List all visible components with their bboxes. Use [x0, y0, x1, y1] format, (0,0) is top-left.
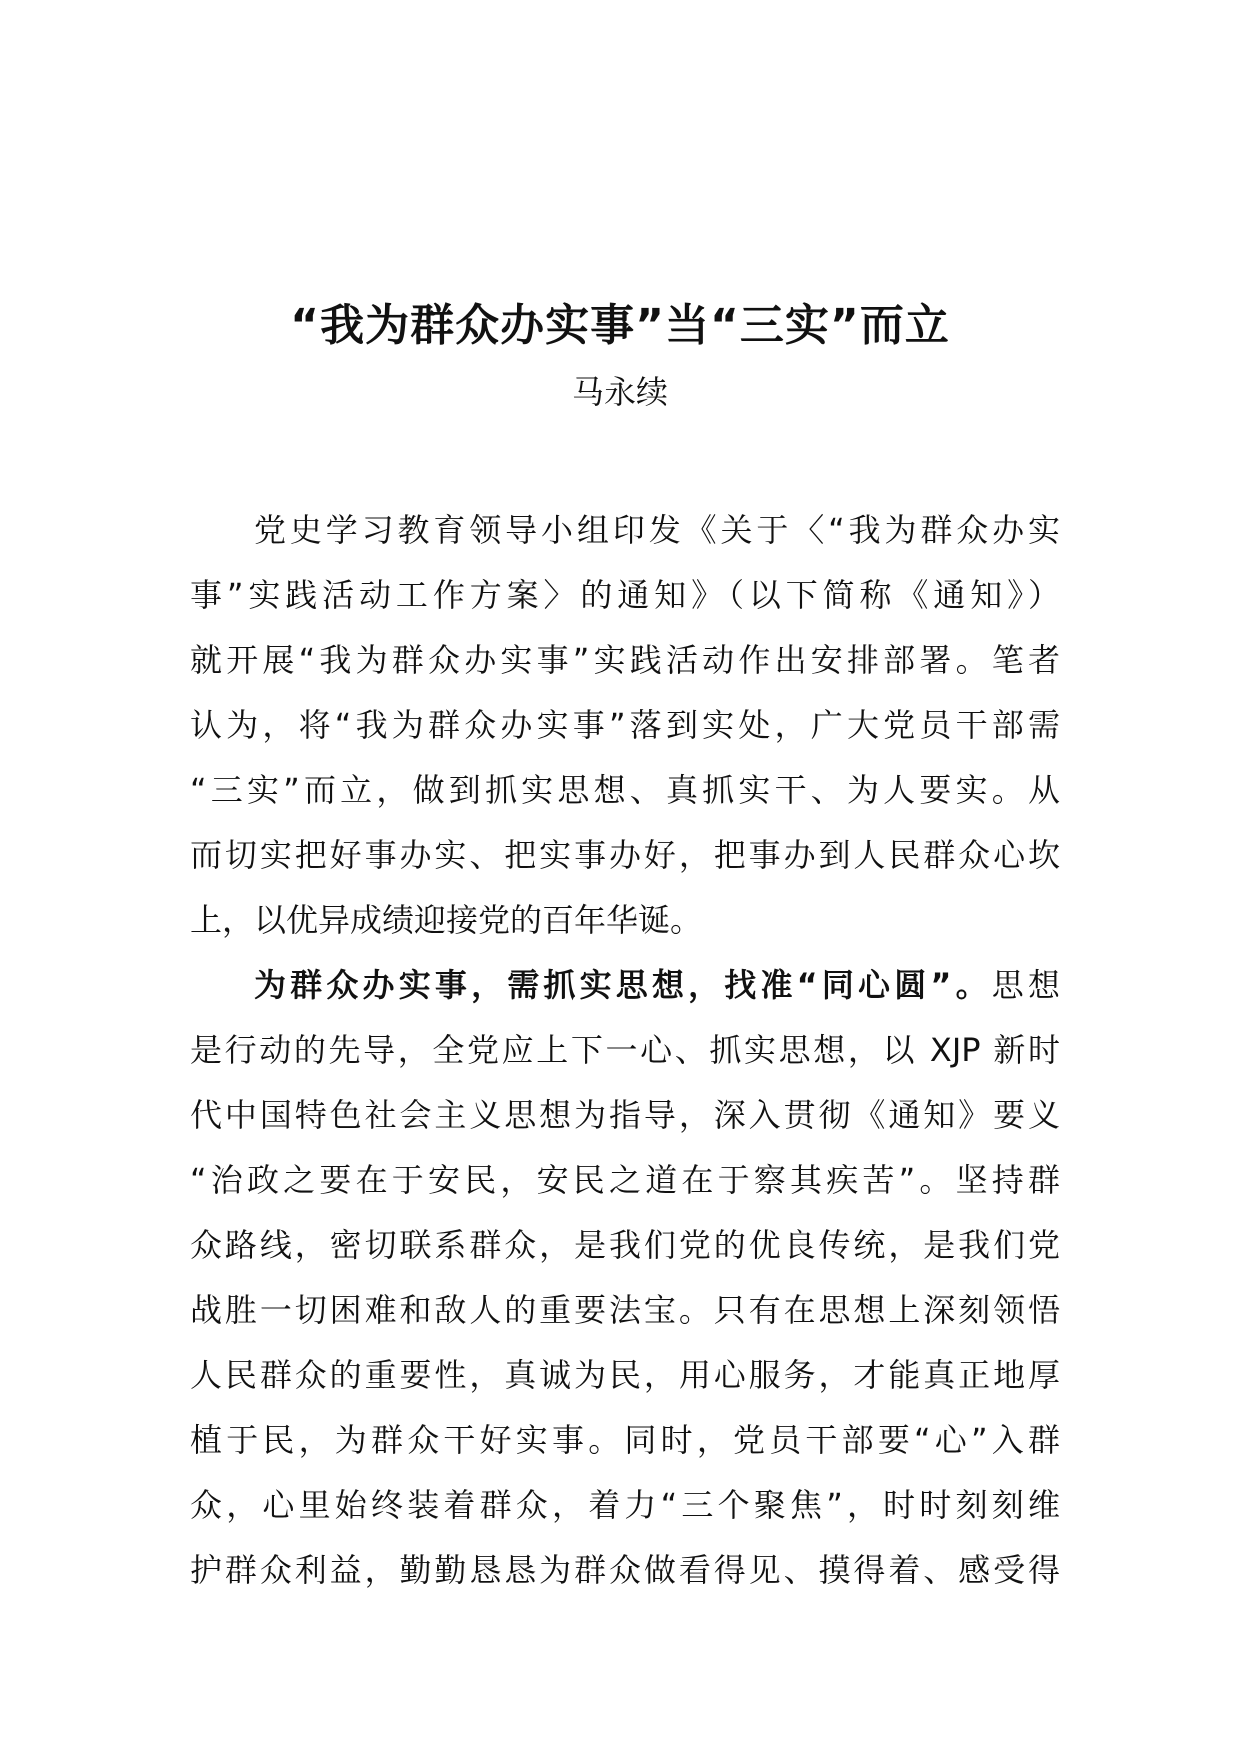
- paragraph-line: 是行动的先导，全党应上下一心、抓实思想，以 XJP 新时: [190, 1031, 1060, 1069]
- paragraph-line: 众路线，密切联系群众，是我们党的优良传统，是我们党: [190, 1226, 1060, 1264]
- paragraph-line: 植于民，为群众干好实事。同时，党员干部要“心”入群: [190, 1421, 1060, 1459]
- paragraph-line: 人民群众的重要性，真诚为民，用心服务，才能真正地厚: [190, 1356, 1060, 1394]
- paragraph-line-rest: 思想: [991, 966, 1060, 1004]
- document-author: 马永续: [571, 373, 668, 411]
- paragraph-line: 认为，将“我为群众办实事”落到实处，广大党员干部需: [190, 706, 1060, 744]
- document-title: “我为群众办实事”当“三实”而立: [290, 300, 950, 351]
- document-body: [190, 498, 1060, 1603]
- paragraph-first-line: [190, 953, 1060, 1018]
- paragraph-line: 党史学习教育领导小组印发《关于〈“我为群众办实: [254, 511, 1060, 549]
- paragraph-line: 而切实把好事办实、把实事办好，把事办到人民群众心坎: [190, 836, 1060, 874]
- paragraph-2: [190, 953, 1060, 1603]
- paragraph-line: 就开展“我为群众办实事”实践活动作出安排部署。笔者: [190, 641, 1060, 679]
- paragraph-line: “三实”而立，做到抓实思想、真抓实干、为人要实。从: [190, 771, 1060, 809]
- paragraph-lead-heading: 为群众办实事，需抓实思想，找准“同心圆”。: [254, 966, 992, 1004]
- paragraph-line: 代中国特色社会主义思想为指导，深入贯彻《通知》要义: [190, 1096, 1060, 1134]
- paragraph-line: 上，以优异成绩迎接党的百年华诞。: [190, 901, 703, 939]
- paragraph-line: 事”实践活动工作方案〉的通知》（以下简称《通知》）: [190, 576, 1060, 614]
- paragraph-line: 战胜一切困难和敌人的重要法宝。只有在思想上深刻领悟: [190, 1291, 1060, 1329]
- paragraph-line: 护群众利益，勤勤恳恳为群众做看得见、摸得着、感受得: [190, 1551, 1060, 1589]
- paragraph-line: “治政之要在于安民，安民之道在于察其疾苦”。坚持群: [190, 1161, 1060, 1199]
- paragraph-line: 众，心里始终装着群众，着力“三个聚焦”，时时刻刻维: [190, 1486, 1060, 1524]
- paragraph-1: [190, 498, 1060, 953]
